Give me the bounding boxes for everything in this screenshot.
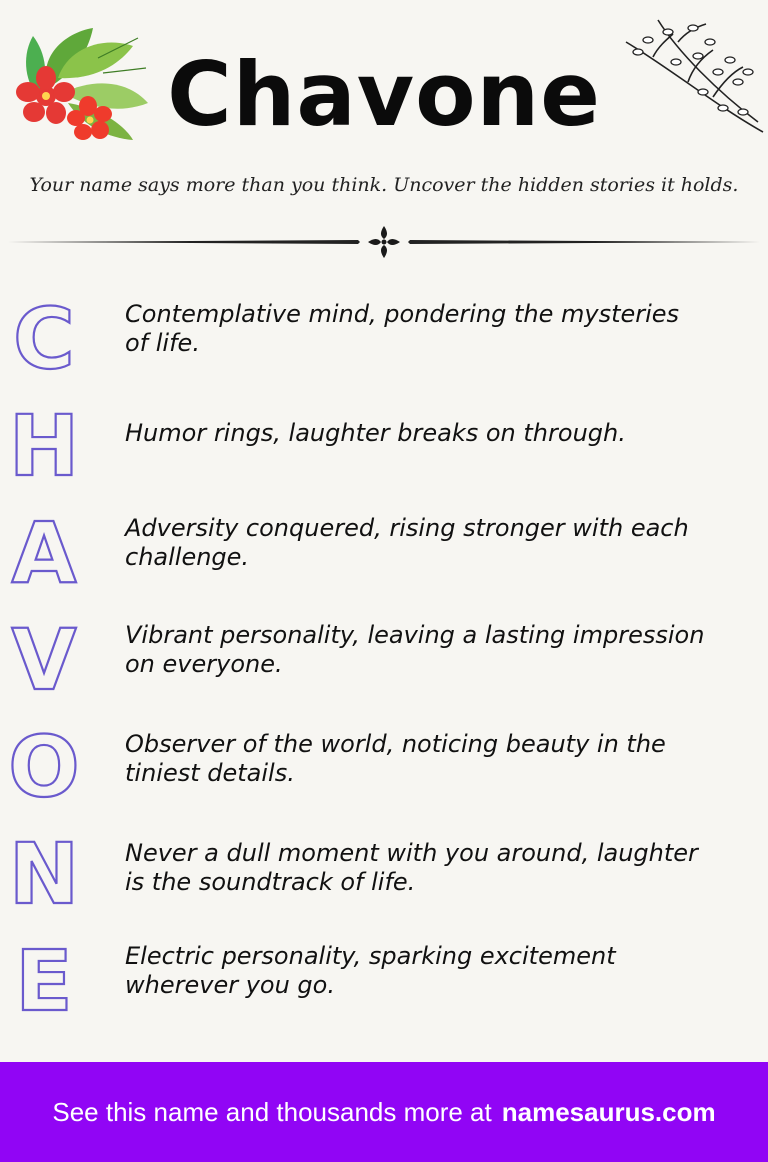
ornamental-letter-o	[8, 724, 80, 804]
letter-description: Adversity conquered, rising stronger with each challenge.	[125, 514, 689, 571]
ornament-divider	[8, 222, 760, 262]
ornamental-letter-c	[8, 296, 80, 376]
ornament-cross-icon	[368, 226, 400, 258]
footer-banner[interactable]	[0, 1062, 768, 1162]
letter-description: Contemplative mind, pondering the mysteries of life.	[125, 300, 680, 357]
svg-text:E: E	[15, 938, 73, 1018]
svg-text:O: O	[8, 724, 80, 804]
letter-row-v	[0, 617, 768, 707]
letter-description: Observer of the world, noticing beauty in the tiniest details.	[125, 730, 666, 787]
footer-text: See this name and thousands more at	[52, 1096, 492, 1127]
letter-description: Humor rings, laughter breaks on through.	[125, 419, 626, 447]
letter-row-h	[0, 403, 768, 493]
letter-description: Never a dull moment with you around, laughter is the soundtrack of life.	[125, 839, 698, 896]
page-title: Chavone	[167, 43, 601, 146]
svg-text:N: N	[8, 831, 80, 911]
svg-text:V: V	[11, 617, 77, 697]
ornamental-letter-n	[8, 831, 80, 911]
svg-text:C: C	[13, 296, 75, 376]
ornamental-letter-v	[8, 617, 80, 697]
letter-row-e	[0, 938, 768, 1028]
letter-description: Electric personality, sparking excitement wherever you go.	[125, 942, 616, 999]
letter-row-o	[0, 724, 768, 814]
site-link[interactable]: namesaurus.com	[501, 1096, 716, 1127]
ornamental-letter-a	[8, 510, 80, 590]
letter-description: Vibrant personality, leaving a lasting impression on everyone.	[125, 621, 705, 678]
ornamental-letter-e	[8, 938, 80, 1018]
svg-text:H: H	[8, 403, 80, 483]
letter-row-a	[0, 510, 768, 600]
letter-row-n	[0, 831, 768, 921]
svg-text:A: A	[11, 510, 77, 590]
tagline: Your name says more than you think. Uncover the hidden stories it holds.	[29, 174, 739, 196]
ornamental-letter-h	[8, 403, 80, 483]
letter-row-c	[0, 296, 768, 386]
